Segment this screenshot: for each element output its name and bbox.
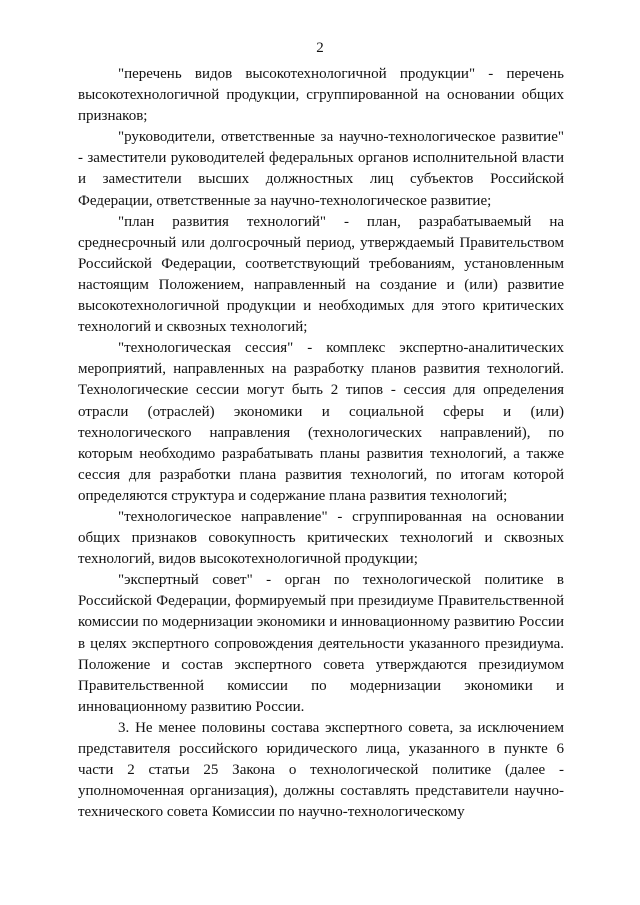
page-number: 2	[316, 40, 324, 56]
paragraph-definition-technology-direction: "технологическое направление" - сгруппированная на основании общих признаков совокупность критических технологий и сквозных технологий, видов высокотехнологичной продукции;	[78, 508, 564, 568]
paragraph-definition-product-list: "перечень видов высокотехнологичной продукции" - перечень высокотехнологичной продукции, сгруппированной на основании общих признаков;	[78, 66, 564, 125]
paragraph-item-3: 3. Не менее половины состава экспертного совета, за исключением представителя российского юридического лица, указанного в пункте 6 части 2 статьи 25 Закона о технологической политике (далее - уполномоченная организация), должны составлять представители научно-технического совета Комиссии по научно-технологическому	[78, 719, 564, 821]
paragraph-definition-expert-council: "экспертный совет" - орган по технологической политике в Российской Федерации, формируемый при президиуме Правительственной комиссии по модернизации экономики и инновационному развитию России в целях экспертного сопровождения деятельности указанного президиума. Положение и состав экспертного совета утверждаются президиумом Правительственной комиссии по модернизации экономики и инновационному развитию России.	[78, 572, 564, 715]
paragraph-definition-technology-plan: "план развития технологий" - план, разрабатываемый на среднесрочный или долгосрочный период, утверждаемый Правительством Российской Федерации, соответствующий требованиям, установленным настоящим Положением, направленный на создание и (или) развитие высокотехнологичной продукции и необходимых для этого критических технологий и сквозных технологий;	[78, 213, 564, 336]
paragraph-definition-technology-session: "технологическая сессия" - комплекс экспертно-аналитических мероприятий, направленных на разработку планов развития технологий. Технологические сессии могут быть 2 типов - сессия для определения отрасли (отраслей) экономики и социальной сферы и (или) технологического направления (технологических направлений), по которым необходимо разрабатывать планы развития технологий, а также сессия для разработки плана развития технологий, по итогам которой определяются структура и содержание плана развития технологий;	[78, 340, 564, 504]
document-body	[78, 64, 564, 823]
paragraph-definition-responsible-heads: "руководители, ответственные за научно-технологическое развитие" - заместители руководителей федеральных органов исполнительной власти и заместители высших должностных лиц субъектов Российской Федерации, ответственные за научно-технологическое развитие;	[78, 129, 564, 209]
